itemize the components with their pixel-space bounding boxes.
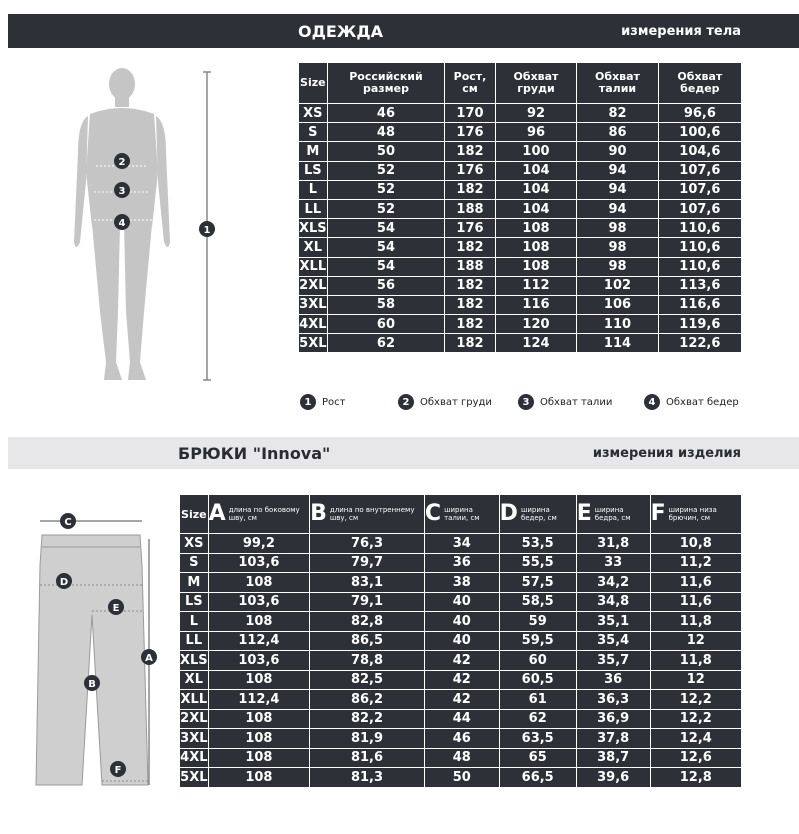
table-cell: 61 bbox=[499, 690, 576, 710]
legend-badge: 3 bbox=[518, 394, 534, 410]
col-letter: A bbox=[208, 501, 226, 526]
size-cell: 4XL bbox=[299, 315, 328, 334]
table-cell: 112,4 bbox=[208, 631, 309, 651]
table-cell: 98 bbox=[577, 238, 658, 257]
table-cell: 94 bbox=[577, 161, 658, 180]
table-cell: 114 bbox=[577, 334, 658, 353]
size-cell: LS bbox=[299, 161, 328, 180]
clothing-subtitle: измерения тела bbox=[621, 23, 741, 39]
table-cell: 188 bbox=[445, 199, 495, 218]
col-ru-size: Российский размер bbox=[327, 63, 445, 104]
size-cell: 3XL bbox=[299, 295, 328, 314]
table-cell: 57,5 bbox=[499, 573, 576, 593]
table-cell: 36,9 bbox=[576, 709, 650, 729]
legend-badge: 4 bbox=[644, 394, 660, 410]
marker-E: E bbox=[112, 603, 120, 614]
table-cell: 11,2 bbox=[650, 553, 741, 573]
table-cell: 34,8 bbox=[576, 592, 650, 612]
col-letter: F bbox=[650, 501, 666, 526]
table-cell: 12,4 bbox=[650, 729, 741, 749]
pants-subtitle: измерения изделия bbox=[592, 445, 741, 461]
table-cell: 35,1 bbox=[576, 612, 650, 632]
table-row bbox=[180, 612, 742, 632]
col-C bbox=[424, 495, 499, 534]
size-cell: M bbox=[180, 573, 209, 593]
table-cell: 113,6 bbox=[658, 276, 741, 295]
col-letter: E bbox=[576, 501, 592, 526]
table-cell: 86,5 bbox=[310, 631, 425, 651]
table-row bbox=[299, 219, 742, 238]
marker-D: D bbox=[59, 577, 69, 588]
table-cell: 90 bbox=[577, 142, 658, 161]
table-cell: 104 bbox=[495, 161, 577, 180]
col-letter: B bbox=[310, 501, 327, 526]
size-cell: 5XL bbox=[180, 768, 209, 788]
table-cell: 104,6 bbox=[658, 142, 741, 161]
table-cell: 46 bbox=[424, 729, 499, 749]
table-cell: 119,6 bbox=[658, 315, 741, 334]
table-cell: 79,7 bbox=[310, 553, 425, 573]
table-row bbox=[180, 670, 742, 690]
col-D bbox=[499, 495, 576, 534]
table-row bbox=[299, 199, 742, 218]
table-cell: 79,1 bbox=[310, 592, 425, 612]
legend-item bbox=[518, 394, 612, 410]
table-cell: 82,5 bbox=[310, 670, 425, 690]
table-cell: 52 bbox=[327, 161, 445, 180]
table-cell: 36,3 bbox=[576, 690, 650, 710]
table-cell: 103,6 bbox=[208, 592, 309, 612]
table-cell: 59 bbox=[499, 612, 576, 632]
table-cell: 182 bbox=[445, 276, 495, 295]
table-cell: 102 bbox=[577, 276, 658, 295]
col-B bbox=[310, 495, 425, 534]
table-cell: 107,6 bbox=[658, 199, 741, 218]
size-cell: L bbox=[180, 612, 209, 632]
table-row bbox=[299, 315, 742, 334]
table-row bbox=[180, 729, 742, 749]
table-cell: 110,6 bbox=[658, 257, 741, 276]
table-cell: 50 bbox=[424, 768, 499, 788]
marker-C: C bbox=[64, 517, 72, 528]
table-cell: 40 bbox=[424, 592, 499, 612]
table-cell: 76,3 bbox=[310, 534, 425, 554]
table-cell: 103,6 bbox=[208, 651, 309, 671]
col-chest: Обхват груди bbox=[495, 63, 577, 104]
table-cell: 110 bbox=[577, 315, 658, 334]
col-waist: Обхват талии bbox=[577, 63, 658, 104]
table-cell: 176 bbox=[445, 123, 495, 142]
table-cell: 54 bbox=[327, 219, 445, 238]
table-cell: 62 bbox=[327, 334, 445, 353]
table-cell: 100 bbox=[495, 142, 577, 161]
table-cell: 182 bbox=[445, 238, 495, 257]
table-row bbox=[299, 238, 742, 257]
table-cell: 112,4 bbox=[208, 690, 309, 710]
table-cell: 58 bbox=[327, 295, 445, 314]
table-cell: 103,6 bbox=[208, 553, 309, 573]
table-row bbox=[299, 161, 742, 180]
table-row bbox=[180, 592, 742, 612]
table-cell: 98 bbox=[577, 257, 658, 276]
table-row bbox=[180, 573, 742, 593]
table-cell: 46 bbox=[327, 104, 445, 123]
marker-2: 2 bbox=[118, 157, 126, 168]
table-cell: 66,5 bbox=[499, 768, 576, 788]
table-cell: 63,5 bbox=[499, 729, 576, 749]
table-cell: 65 bbox=[499, 748, 576, 768]
table-cell: 60,5 bbox=[499, 670, 576, 690]
col-letter: C bbox=[424, 501, 442, 526]
table-cell: 59,5 bbox=[499, 631, 576, 651]
pants-size-table bbox=[179, 494, 742, 788]
table-cell: 55,5 bbox=[499, 553, 576, 573]
table-cell: 35,4 bbox=[576, 631, 650, 651]
table-cell: 40 bbox=[424, 631, 499, 651]
table-cell: 78,8 bbox=[310, 651, 425, 671]
size-cell: LL bbox=[180, 631, 209, 651]
table-cell: 104 bbox=[495, 180, 577, 199]
table-cell: 12,2 bbox=[650, 709, 741, 729]
table-cell: 81,6 bbox=[310, 748, 425, 768]
size-cell: XLL bbox=[180, 690, 209, 710]
legend-badge: 1 bbox=[300, 394, 316, 410]
table-row bbox=[299, 276, 742, 295]
table-cell: 38,7 bbox=[576, 748, 650, 768]
table-cell: 82 bbox=[577, 104, 658, 123]
table-cell: 36 bbox=[424, 553, 499, 573]
col-size: Size bbox=[180, 495, 209, 534]
table-cell: 108 bbox=[495, 238, 577, 257]
table-cell: 116 bbox=[495, 295, 577, 314]
col-desc: длина по внутреннему шву, см bbox=[329, 506, 415, 522]
pants-header bbox=[8, 437, 799, 469]
legend-item bbox=[300, 394, 345, 410]
col-size: Size bbox=[299, 63, 328, 104]
clothing-title: ОДЕЖДА bbox=[298, 21, 383, 41]
col-letter: D bbox=[499, 501, 518, 526]
table-cell: 106 bbox=[577, 295, 658, 314]
size-cell: XL bbox=[180, 670, 209, 690]
table-cell: 98 bbox=[577, 219, 658, 238]
table-cell: 107,6 bbox=[658, 180, 741, 199]
table-cell: 42 bbox=[424, 690, 499, 710]
legend-label: Обхват талии bbox=[540, 396, 613, 408]
table-cell: 107,6 bbox=[658, 161, 741, 180]
table-cell: 50 bbox=[327, 142, 445, 161]
table-cell: 116,6 bbox=[658, 295, 741, 314]
size-cell: S bbox=[299, 123, 328, 142]
table-cell: 96 bbox=[495, 123, 577, 142]
table-cell: 108 bbox=[208, 748, 309, 768]
col-desc: ширина бедра, см bbox=[594, 506, 631, 522]
table-cell: 42 bbox=[424, 651, 499, 671]
table-cell: 86 bbox=[577, 123, 658, 142]
table-cell: 48 bbox=[327, 123, 445, 142]
table-cell: 108 bbox=[208, 612, 309, 632]
table-cell: 122,6 bbox=[658, 334, 741, 353]
table-cell: 39,6 bbox=[576, 768, 650, 788]
size-cell: LL bbox=[299, 199, 328, 218]
col-height: Рост, см bbox=[445, 63, 495, 104]
table-row bbox=[299, 142, 742, 161]
table-cell: 104 bbox=[495, 199, 577, 218]
table-cell: 92 bbox=[495, 104, 577, 123]
table-cell: 11,6 bbox=[650, 573, 741, 593]
table-cell: 108 bbox=[495, 257, 577, 276]
size-cell: XLS bbox=[299, 219, 328, 238]
table-cell: 31,8 bbox=[576, 534, 650, 554]
table-row bbox=[180, 651, 742, 671]
size-cell: 5XL bbox=[299, 334, 328, 353]
table-header-row bbox=[299, 63, 742, 104]
table-cell: 12,8 bbox=[650, 768, 741, 788]
table-row bbox=[180, 690, 742, 710]
table-row bbox=[299, 257, 742, 276]
size-cell: XS bbox=[299, 104, 328, 123]
table-cell: 94 bbox=[577, 180, 658, 199]
marker-3: 3 bbox=[118, 186, 126, 197]
col-desc: длина по боковому шву, см bbox=[228, 506, 300, 522]
table-cell: 108 bbox=[208, 729, 309, 749]
table-row bbox=[299, 104, 742, 123]
table-cell: 170 bbox=[445, 104, 495, 123]
size-cell: L bbox=[299, 180, 328, 199]
pants-figure-illustration bbox=[20, 505, 170, 795]
table-cell: 82,2 bbox=[310, 709, 425, 729]
clothing-header bbox=[8, 14, 799, 48]
legend-badge: 2 bbox=[398, 394, 414, 410]
body-figure-illustration bbox=[60, 62, 230, 392]
table-cell: 188 bbox=[445, 257, 495, 276]
table-cell: 182 bbox=[445, 180, 495, 199]
table-cell: 60 bbox=[327, 315, 445, 334]
table-cell: 86,2 bbox=[310, 690, 425, 710]
table-header-row bbox=[180, 495, 742, 534]
legend-label: Обхват бедер bbox=[666, 396, 739, 408]
table-cell: 108 bbox=[208, 768, 309, 788]
legend-label: Рост bbox=[322, 396, 346, 408]
size-cell: XLL bbox=[299, 257, 328, 276]
table-cell: 81,3 bbox=[310, 768, 425, 788]
table-cell: 48 bbox=[424, 748, 499, 768]
table-cell: 60 bbox=[499, 651, 576, 671]
marker-B: B bbox=[88, 679, 96, 690]
table-cell: 52 bbox=[327, 199, 445, 218]
table-cell: 182 bbox=[445, 295, 495, 314]
table-cell: 182 bbox=[445, 334, 495, 353]
table-cell: 12 bbox=[650, 631, 741, 651]
table-cell: 94 bbox=[577, 199, 658, 218]
pants-title: БРЮКИ "Innova" bbox=[178, 443, 331, 463]
size-cell: M bbox=[299, 142, 328, 161]
col-desc: ширина бедер, см bbox=[520, 506, 557, 522]
table-row bbox=[299, 123, 742, 142]
table-cell: 12,2 bbox=[650, 690, 741, 710]
size-cell: S bbox=[180, 553, 209, 573]
table-cell: 54 bbox=[327, 257, 445, 276]
table-cell: 56 bbox=[327, 276, 445, 295]
table-cell: 108 bbox=[208, 573, 309, 593]
col-F bbox=[650, 495, 741, 534]
table-cell: 100,6 bbox=[658, 123, 741, 142]
table-cell: 54 bbox=[327, 238, 445, 257]
size-cell: XLS bbox=[180, 651, 209, 671]
marker-1: 1 bbox=[203, 225, 211, 236]
table-cell: 81,9 bbox=[310, 729, 425, 749]
table-cell: 11,8 bbox=[650, 612, 741, 632]
table-cell: 11,6 bbox=[650, 592, 741, 612]
legend-item bbox=[644, 394, 739, 410]
legend-item bbox=[398, 394, 492, 410]
marker-F: F bbox=[114, 765, 122, 776]
table-row bbox=[180, 553, 742, 573]
table-cell: 40 bbox=[424, 612, 499, 632]
table-cell: 112 bbox=[495, 276, 577, 295]
table-row bbox=[299, 295, 742, 314]
table-cell: 52 bbox=[327, 180, 445, 199]
table-cell: 110,6 bbox=[658, 238, 741, 257]
table-cell: 108 bbox=[208, 709, 309, 729]
table-row bbox=[180, 534, 742, 554]
table-cell: 12,6 bbox=[650, 748, 741, 768]
table-cell: 110,6 bbox=[658, 219, 741, 238]
size-cell: 2XL bbox=[299, 276, 328, 295]
col-hips: Обхват бедер bbox=[658, 63, 741, 104]
table-cell: 33 bbox=[576, 553, 650, 573]
table-cell: 34,2 bbox=[576, 573, 650, 593]
table-cell: 83,1 bbox=[310, 573, 425, 593]
col-E bbox=[576, 495, 650, 534]
table-cell: 11,8 bbox=[650, 651, 741, 671]
clothing-size-table bbox=[298, 62, 742, 353]
table-cell: 34 bbox=[424, 534, 499, 554]
table-cell: 37,8 bbox=[576, 729, 650, 749]
table-cell: 176 bbox=[445, 161, 495, 180]
table-cell: 124 bbox=[495, 334, 577, 353]
size-cell: 4XL bbox=[180, 748, 209, 768]
table-cell: 108 bbox=[208, 670, 309, 690]
table-row bbox=[180, 709, 742, 729]
table-cell: 53,5 bbox=[499, 534, 576, 554]
table-cell: 62 bbox=[499, 709, 576, 729]
table-cell: 42 bbox=[424, 670, 499, 690]
col-desc: ширина талии, см bbox=[444, 506, 480, 522]
table-cell: 96,6 bbox=[658, 104, 741, 123]
table-cell: 182 bbox=[445, 142, 495, 161]
table-cell: 44 bbox=[424, 709, 499, 729]
col-A bbox=[208, 495, 309, 534]
legend-label: Обхват груди bbox=[420, 396, 492, 408]
table-cell: 120 bbox=[495, 315, 577, 334]
table-row bbox=[299, 334, 742, 353]
table-cell: 176 bbox=[445, 219, 495, 238]
table-cell: 108 bbox=[495, 219, 577, 238]
size-cell: 3XL bbox=[180, 729, 209, 749]
marker-A: A bbox=[145, 653, 153, 664]
table-cell: 58,5 bbox=[499, 592, 576, 612]
table-cell: 182 bbox=[445, 315, 495, 334]
table-row bbox=[180, 768, 742, 788]
table-row bbox=[180, 631, 742, 651]
table-cell: 38 bbox=[424, 573, 499, 593]
table-cell: 10,8 bbox=[650, 534, 741, 554]
table-row bbox=[299, 180, 742, 199]
marker-4: 4 bbox=[118, 218, 126, 229]
col-desc: ширина низа брючин, см bbox=[668, 506, 717, 522]
table-row bbox=[180, 748, 742, 768]
size-cell: LS bbox=[180, 592, 209, 612]
table-cell: 82,8 bbox=[310, 612, 425, 632]
table-cell: 36 bbox=[576, 670, 650, 690]
size-cell: 2XL bbox=[180, 709, 209, 729]
table-cell: 12 bbox=[650, 670, 741, 690]
size-cell: XL bbox=[299, 238, 328, 257]
table-cell: 99,2 bbox=[208, 534, 309, 554]
size-cell: XS bbox=[180, 534, 209, 554]
table-cell: 35,7 bbox=[576, 651, 650, 671]
